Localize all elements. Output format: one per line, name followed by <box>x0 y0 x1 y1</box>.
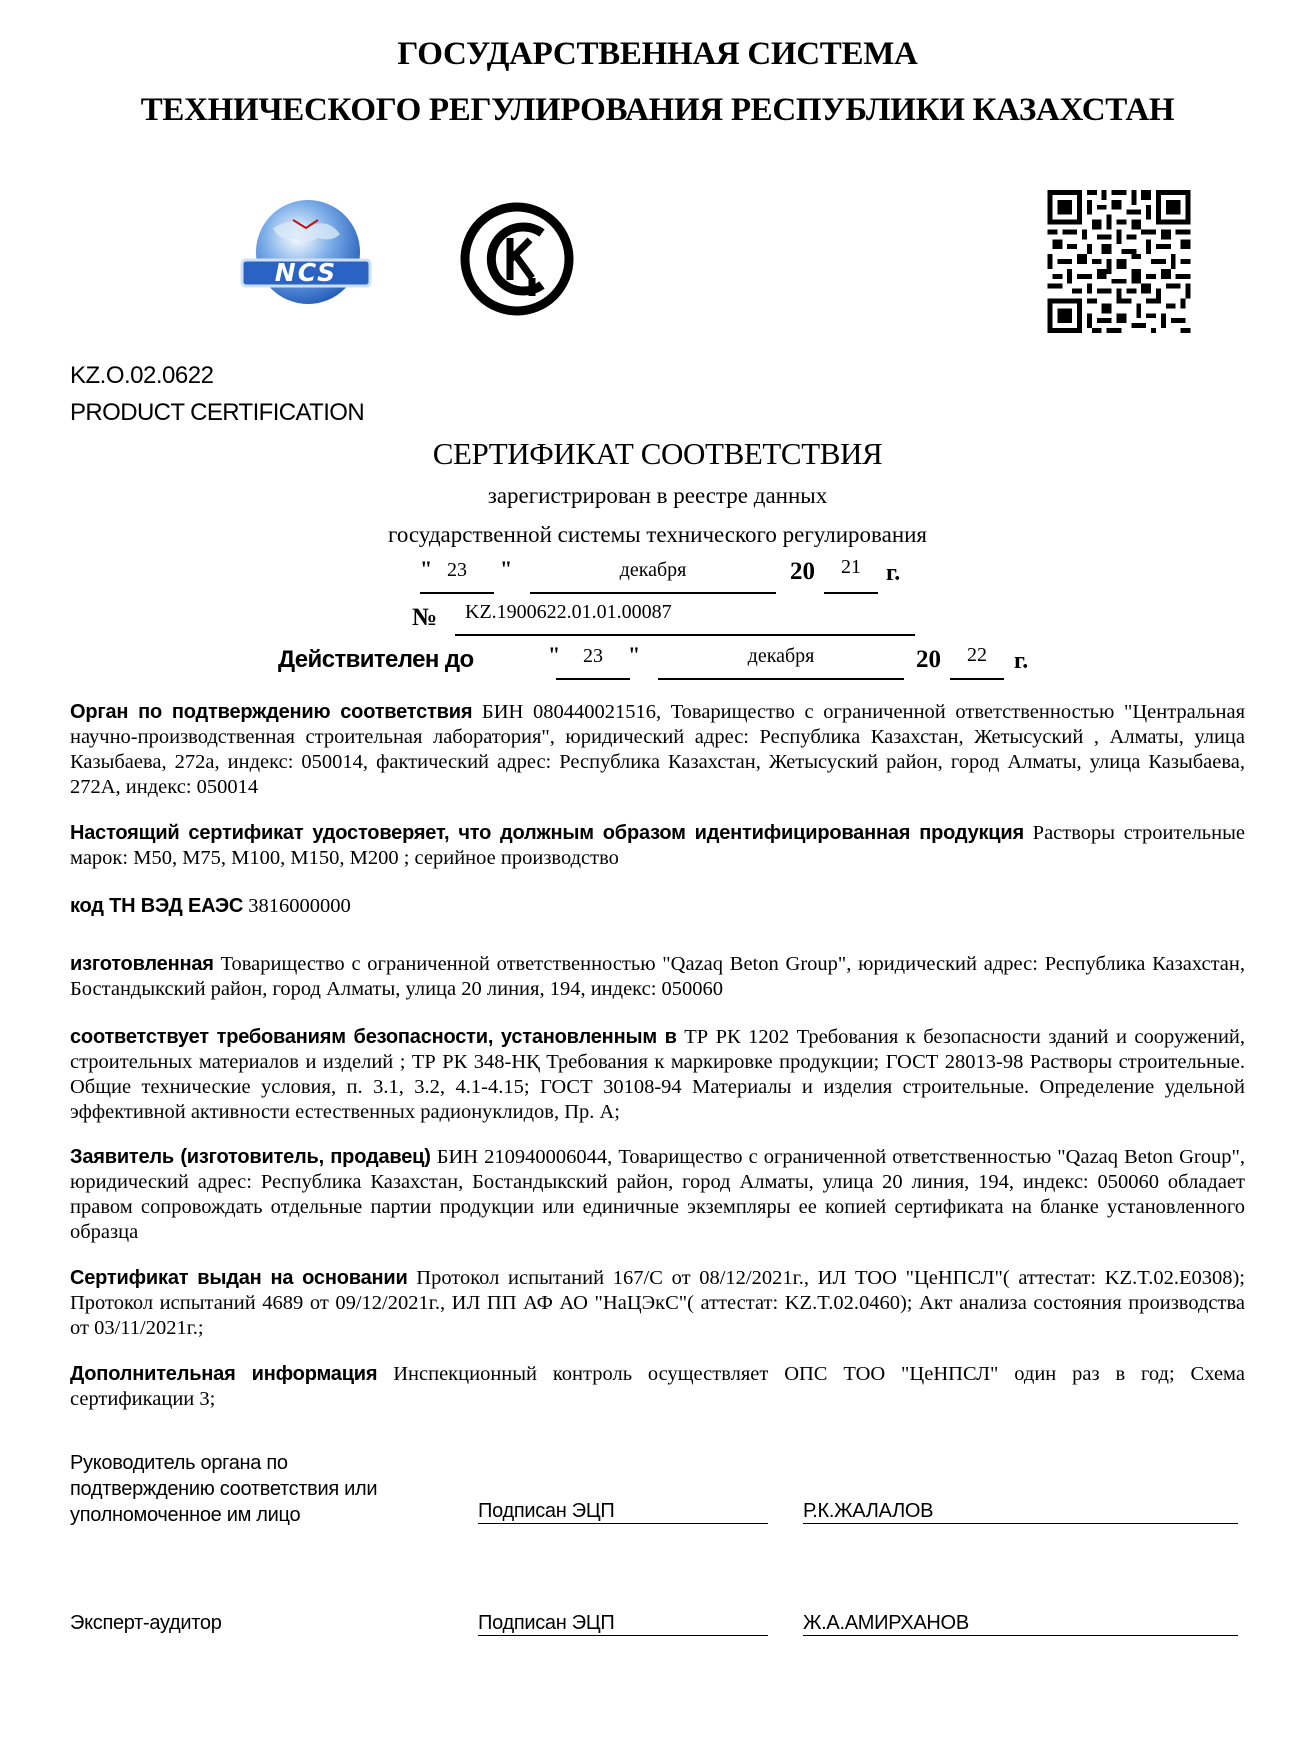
valid-year-underline <box>950 678 1004 680</box>
reg-month: декабря <box>619 559 687 581</box>
additional-info-label: Дополнительная информация <box>70 1363 378 1385</box>
accreditation-code: KZ.O.02.0622 <box>70 362 214 389</box>
valid-year: 22 <box>967 644 987 666</box>
head-signed-status: Подписан ЭЦП <box>478 1500 615 1522</box>
certificate-number-underline <box>455 634 915 636</box>
certificate-title: СЕРТИФИКАТ СООТВЕТСТВИЯ <box>432 436 883 471</box>
manufacturer-section <box>70 952 1245 1002</box>
valid-day-underline <box>556 678 630 680</box>
head-signed-underline <box>478 1523 768 1524</box>
reg-quote-open: " <box>420 556 433 581</box>
valid-month-underline <box>658 678 904 680</box>
header-line-2: ТЕХНИЧЕСКОГО РЕГУЛИРОВАНИЯ РЕСПУБЛИКИ КАЗАХСТАН <box>140 92 1175 128</box>
product-label: Настоящий сертификат удостоверяет, что должным образом идентифицированная продукция <box>70 822 1024 844</box>
product-section <box>70 821 1245 871</box>
head-title-line-2: подтверждению соответствия или <box>70 1478 378 1500</box>
basis-text: Протокол испытаний 167/С от 08/12/2021г., ИЛ ТОО "ЦеНПСЛ"( аттестат: KZ.T.02.E0308); Протокол испытаний 4689 от 09/12/2021г., ИЛ ПП АФ АО "НаЦЭкС"( аттестат: KZ.T.02.0460); Акт анализа состояния производства от 03/11/2021г.; <box>70 1267 1245 1339</box>
qr-code <box>1046 190 1192 333</box>
tnved-code-label: код ТН ВЭД ЕАЭС <box>70 895 244 917</box>
head-signatory-name: Р.К.ЖАЛАЛОВ <box>803 1500 934 1522</box>
reg-year-suffix: г. <box>886 560 901 586</box>
expert-name-underline <box>803 1635 1238 1636</box>
valid-day: 23 <box>583 645 603 667</box>
tnved-code-value: 3816000000 <box>243 895 351 917</box>
product-text: Растворы строительные марок: М50, М75, М100, М150, М200 ; серийное производство <box>70 822 1245 869</box>
applicant-label: Заявитель (изготовитель, продавец) <box>70 1146 431 1168</box>
requirements-text: ТР РК 1202 Требования к безопасности зданий и сооружений, строительных материалов и изделий ; ТР РК 348-НҚ Требования к маркировке продукции; ГОСТ 28013-98 Растворы строительные. Общие технические условия, п. 3.1, 3.2, 4.1-4.15; ГОСТ 30108-94 Материалы и изделия строительные. Определение удельной эффективной активности естественных радионуклидов, Пр. А; <box>70 1026 1246 1123</box>
certificate-number: KZ.1900622.01.01.00087 <box>465 601 672 623</box>
head-title-line-3: уполномоченное им лицо <box>70 1504 301 1526</box>
certificate-subtitle-2: государственной системы технического регулирования <box>387 522 928 547</box>
expert-signed-underline <box>478 1635 768 1636</box>
manufacturer-text: Товарищество с ограниченной ответственностью "Qazaq Beton Group", юридический адрес: Республика Казахстан, Бостандыкский район, город Алматы, улица 20 линия, 194, индекс: 050060 <box>70 953 1245 1000</box>
expert-auditor-name: Ж.А.АМИРХАНОВ <box>803 1612 969 1634</box>
valid-century: 20 <box>916 646 941 673</box>
certification-body-text: БИН 080440021516, Товарищество с ограниченной ответственностью "Центральная научно-производственная строительная лаборатория", юридический адрес: Республика Казахстан, Жетысуский , Алматы, улица Казыбаева, 272а, индекс: 050014, фактический адрес: Республика Казахстан, Жетысуский район, город Алматы, улица Казыбаева, 272А, индекс: 050014 <box>70 701 1246 798</box>
requirements-label: соответствует требованиям безопасности, установленным в <box>70 1026 677 1048</box>
reg-year: 21 <box>841 556 861 578</box>
additional-info-section <box>70 1362 1245 1412</box>
expert-signed-status: Подписан ЭЦП <box>478 1612 615 1634</box>
reg-century: 20 <box>790 558 815 585</box>
ncs-logo-text: NCS <box>274 258 338 287</box>
manufacturer-label: изготовленная <box>70 953 214 975</box>
head-name-underline <box>803 1523 1238 1524</box>
reg-year-underline <box>824 592 878 594</box>
reg-quote-close: " <box>500 556 513 581</box>
basis-section <box>70 1266 1245 1341</box>
reg-month-underline <box>530 592 776 594</box>
valid-until-label: Действителен до <box>278 646 474 673</box>
head-signatory-title <box>70 1450 377 1528</box>
requirements-section <box>70 1025 1245 1125</box>
certificate-subtitle-1: зарегистрирован в реестре данных <box>487 483 828 508</box>
header-line-1: ГОСУДАРСТВЕННАЯ СИСТЕМА <box>397 36 918 72</box>
reg-day: 23 <box>447 559 467 581</box>
tnved-code-section <box>70 894 1245 919</box>
accreditation-type: PRODUCT CERTIFICATION <box>70 399 365 426</box>
basis-label: Сертификат выдан на основании <box>70 1267 408 1289</box>
applicant-text: БИН 210940006044, Товарищество с ограниченной ответственностью "Qazaq Beton Group", юридический адрес: Республика Казахстан, Бостандыкский район, город Алматы, улица 20 линия, 194, индекс: 050060 обладает правом сопровождать отдельные партии продукции или единичные экземпляры ее копией сертификата на бланке установленного образца <box>70 1146 1245 1243</box>
valid-quote-close: " <box>628 642 641 667</box>
certification-body-section <box>70 700 1245 800</box>
reg-day-underline <box>420 592 494 594</box>
valid-year-suffix: г. <box>1014 648 1029 674</box>
valid-quote-open: " <box>548 642 561 667</box>
applicant-section <box>70 1145 1245 1245</box>
ncs-logo <box>238 198 376 310</box>
head-title-line-1: Руководитель органа по <box>70 1452 288 1474</box>
expert-auditor-label: Эксперт-аудитор <box>70 1612 222 1634</box>
kz-conformity-mark <box>458 200 576 318</box>
additional-info-text: Инспекционный контроль осуществляет ОПС ТОО "ЦеНПСЛ" один раз в год; Схема сертификации 3; <box>70 1363 1245 1410</box>
certification-body-label: Орган по подтверждению соответствия <box>70 701 473 723</box>
valid-month: декабря <box>747 645 815 667</box>
certificate-number-label: № <box>412 604 438 631</box>
